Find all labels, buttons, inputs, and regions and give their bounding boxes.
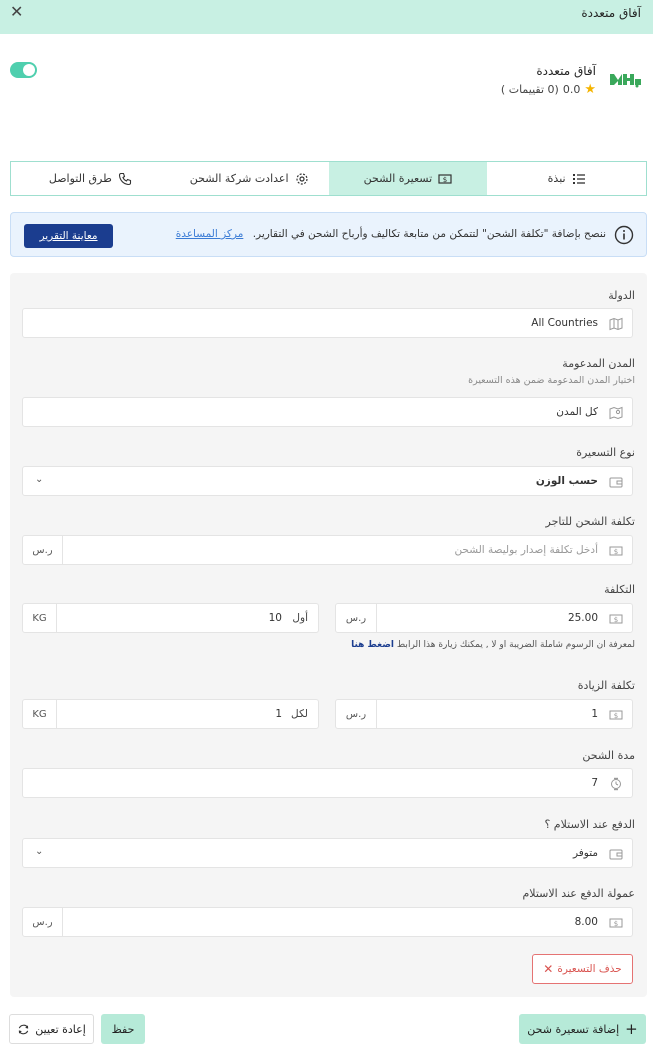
country-value: All Countries bbox=[531, 317, 598, 329]
delete-pricing-button[interactable]: حذف التسعيرة ✕ bbox=[532, 954, 633, 984]
first-prefix: أول bbox=[292, 612, 308, 624]
country-label: الدولة bbox=[608, 289, 635, 302]
cost-amount-input[interactable] bbox=[335, 603, 633, 633]
extra-cost-amount-value: 1 bbox=[591, 708, 598, 720]
pricing-type-select[interactable] bbox=[22, 466, 633, 496]
chevron-down-icon: ⌄ bbox=[35, 846, 44, 857]
location-icon bbox=[609, 406, 623, 420]
clock-icon bbox=[609, 777, 623, 791]
tax-hint: لمعرفة ان الرسوم شاملة الضريبة او لا , يمكنك زيارة هذا الرابط اضغط هنا bbox=[351, 640, 635, 650]
company-name: آفاق متعددة bbox=[536, 64, 596, 78]
refresh-icon bbox=[17, 1023, 30, 1036]
rating-value: 0.0 bbox=[562, 83, 581, 96]
cities-select[interactable] bbox=[22, 397, 633, 427]
cost-label: التكلفة bbox=[604, 583, 635, 596]
svg-text:$: $ bbox=[613, 712, 619, 720]
cod-label: الدفع عند الاستلام ؟ bbox=[544, 818, 635, 831]
add-pricing-button[interactable]: + إضافة تسعيرة شحن bbox=[519, 1014, 646, 1044]
cod-fee-input[interactable] bbox=[22, 907, 633, 937]
duration-label: مدة الشحن bbox=[582, 749, 635, 762]
top-bar bbox=[0, 0, 653, 34]
close-icon: ✕ bbox=[543, 962, 554, 976]
star-icon: ★ bbox=[584, 82, 596, 97]
svg-text:$: $ bbox=[442, 175, 448, 184]
cities-label: المدن المدعومة bbox=[562, 357, 635, 370]
duration-input[interactable] bbox=[22, 768, 633, 798]
wallet-icon bbox=[609, 475, 623, 489]
merchant-cost-label: تكلفة الشحن للتاجر bbox=[545, 515, 635, 528]
extra-cost-label: تكلفة الزيادة bbox=[577, 679, 635, 692]
tab-shipping-pricing[interactable]: $ تسعيرة الشحن bbox=[329, 162, 488, 195]
per-weight-input[interactable] bbox=[22, 699, 319, 729]
currency-unit: ر.س bbox=[23, 536, 63, 564]
merchant-cost-placeholder: أدخل تكلفة إصدار بوليصة الشحن bbox=[454, 544, 598, 556]
map-icon bbox=[609, 317, 623, 331]
tab-contact-methods[interactable]: طرق التواصل bbox=[11, 162, 170, 195]
cod-fee-label: عمولة الدفع عند الاستلام bbox=[522, 887, 635, 900]
cod-value: متوفر bbox=[572, 847, 598, 859]
svg-text:$: $ bbox=[613, 616, 619, 624]
plus-icon: + bbox=[625, 1019, 638, 1038]
currency-unit: ر.س bbox=[336, 604, 377, 632]
preview-report-button[interactable]: معاينة التقرير bbox=[24, 224, 113, 248]
list-icon bbox=[572, 172, 586, 186]
reviews-count: (0 تقييمات ) bbox=[500, 83, 559, 96]
phone-icon bbox=[118, 172, 132, 186]
pricing-type-value: حسب الوزن bbox=[535, 475, 598, 487]
svg-text:$: $ bbox=[613, 548, 619, 556]
duration-value: 7 bbox=[591, 777, 598, 789]
cities-value: كل المدن bbox=[556, 406, 598, 418]
money-icon bbox=[609, 612, 623, 626]
wallet-icon bbox=[609, 847, 623, 861]
cost-amount-value: 25.00 bbox=[567, 612, 598, 624]
tab-about[interactable]: نبذة bbox=[487, 162, 646, 195]
info-icon bbox=[614, 225, 634, 245]
gear-icon bbox=[295, 172, 309, 186]
help-center-link[interactable]: مركز المساعدة bbox=[175, 228, 244, 240]
merchant-cost-input[interactable] bbox=[22, 535, 633, 565]
per-prefix: لكل bbox=[291, 708, 308, 720]
cod-select[interactable] bbox=[22, 838, 633, 868]
chevron-down-icon: ⌄ bbox=[35, 474, 44, 485]
cities-sublabel: اختيار المدن المدعومة ضمن هذه التسعيرة bbox=[468, 375, 635, 386]
info-notice bbox=[10, 212, 647, 257]
notice-text: ننصح بإضافة "تكلفة الشحن" لتتمكن من متابعة تكاليف وأرباح الشحن في التقارير. bbox=[252, 228, 606, 240]
tax-hint-link[interactable]: اضغط هنا bbox=[351, 640, 395, 650]
extra-cost-amount-input[interactable] bbox=[335, 699, 633, 729]
company-logo bbox=[610, 71, 642, 88]
money-icon bbox=[609, 544, 623, 558]
per-weight-value: 1 bbox=[275, 708, 282, 720]
tabs bbox=[10, 161, 647, 196]
money-icon bbox=[609, 916, 623, 930]
money-icon bbox=[609, 708, 623, 722]
first-weight-value: 10 bbox=[268, 612, 282, 624]
cod-fee-value: 8.00 bbox=[574, 916, 598, 928]
currency-unit: ر.س bbox=[336, 700, 377, 728]
money-icon bbox=[438, 172, 452, 186]
currency-unit: ر.س bbox=[23, 908, 63, 936]
company-rating bbox=[501, 82, 596, 97]
weight-unit: KG bbox=[23, 700, 57, 728]
company-enabled-toggle[interactable] bbox=[10, 62, 37, 78]
close-icon[interactable]: ✕ bbox=[10, 2, 24, 21]
reset-button[interactable]: إعادة تعيين bbox=[9, 1014, 94, 1044]
page-title: آفاق متعددة bbox=[581, 6, 641, 20]
pricing-type-label: نوع التسعيرة bbox=[576, 446, 635, 459]
weight-unit: KG bbox=[23, 604, 57, 632]
first-weight-input[interactable] bbox=[22, 603, 319, 633]
tab-company-settings[interactable]: اعدادت شركة الشحن bbox=[170, 162, 329, 195]
save-button[interactable]: حفظ bbox=[101, 1014, 145, 1044]
country-select[interactable] bbox=[22, 308, 633, 338]
svg-text:$: $ bbox=[613, 920, 619, 928]
